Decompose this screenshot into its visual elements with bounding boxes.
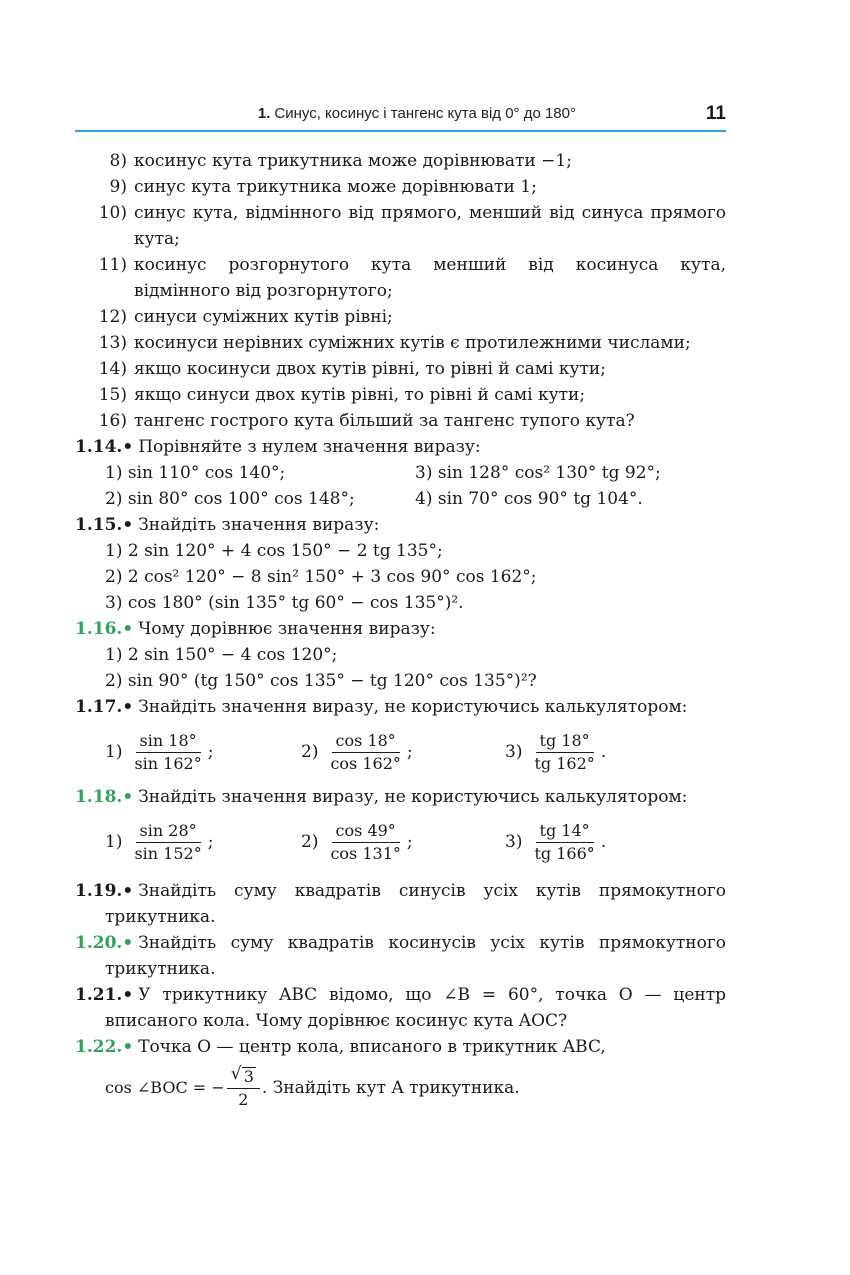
- list-item: 14) якщо косинуси двох кутів рівні, то рівні й самі кути;: [98, 359, 606, 379]
- problem-text: Знайдіть значення виразу:: [138, 515, 380, 535]
- answer-option: 3) cos 180° (sin 135° tg 60° − cos 135°)².: [105, 593, 464, 613]
- cosine-expression: cos ∠BOC = − √ 3 2 . Знайдіть кут A трикутника.: [105, 1063, 520, 1109]
- problem-number: 1.22.•: [75, 1037, 134, 1057]
- answer-option: 1) sin 110° cos 140°;: [105, 463, 286, 483]
- problem-number: 1.17.•: [75, 697, 134, 717]
- page-content: [75, 148, 726, 1116]
- list-item: 12) синуси суміжних кутів рівні;: [98, 307, 393, 327]
- fraction-row: [75, 810, 726, 874]
- problem-text: Знайдіть значення виразу, не користуючись калькулятором:: [138, 787, 688, 807]
- list-item: 16) тангенс гострого кута більший за тангенс тупого кута?: [98, 411, 635, 431]
- list-item: 11) косинус розгорнутого кута менший від косинуса кута, відмінного від розгорнутого;: [98, 255, 726, 301]
- fraction: √ 3 2: [227, 1066, 260, 1111]
- fraction: $\frac{tg 14^\circ}{tg 166^\circ}$: [534, 820, 595, 863]
- fraction: $\frac{\sin 28^\circ}{\sin 152^\circ}$: [134, 820, 202, 863]
- page-number: 11: [705, 103, 726, 124]
- problem-number: 1.20.•: [75, 933, 134, 953]
- list-item: 15) якщо синуси двох кутів рівні, то рівні й самі кути;: [98, 385, 586, 405]
- answer-option: 3) sin 128° cos² 130° tg 92°;: [415, 463, 661, 483]
- fraction-item: 2) $\frac{\cos 18^\circ}{\cos 162^\circ}$ ;: [301, 730, 413, 773]
- problem-text: Чому дорівнює значення виразу:: [138, 619, 436, 639]
- fraction: $\frac{tg 18^\circ}{tg 162^\circ}$: [534, 730, 595, 773]
- problem-text: Точка O — центр кола, вписаного в трикутник ABC,: [138, 1037, 606, 1057]
- fraction-item: 1) $\frac{\sin 28^\circ}{\sin 152^\circ}$ ;: [105, 820, 214, 863]
- fraction: $\frac{\cos 49^\circ}{\cos 131^\circ}$: [330, 820, 401, 863]
- problem-1-16: [75, 616, 726, 694]
- problem-text: Знайдіть суму квадратів синусів усіх кутів прямокутного трикутника.: [105, 881, 726, 927]
- answer-option: 1) 2 sin 120° + 4 cos 150° − 2 tg 135°;: [105, 541, 443, 561]
- problem-1-21: [75, 982, 726, 1034]
- statement-list: [75, 148, 726, 434]
- problem-1-18: [75, 784, 726, 874]
- problem-1-20: [75, 930, 726, 982]
- answer-option: 4) sin 70° cos 90° tg 104°.: [415, 489, 643, 509]
- problem-text: Знайдіть суму квадратів косинусів усіх кутів прямокутного трикутника.: [105, 933, 726, 979]
- fraction-item: 1) $\frac{\sin 18^\circ}{\sin 162^\circ}$ ;: [105, 730, 214, 773]
- problem-number: 1.19.•: [75, 881, 134, 901]
- problem-number: 1.18.•: [75, 787, 134, 807]
- problem-1-22: [75, 1034, 726, 1116]
- answer-option: 2) sin 90° (tg 150° cos 135° − tg 120° cos 135°)²?: [105, 671, 537, 691]
- problem-number: 1.14.•: [75, 437, 134, 457]
- fraction-item: 2) $\frac{\cos 49^\circ}{\cos 131^\circ}$ ;: [301, 820, 413, 863]
- list-item: 13) косинуси нерівних суміжних кутів є протилежними числами;: [98, 333, 691, 353]
- problem-number: 1.16.•: [75, 619, 134, 639]
- answer-option: 2) 2 cos² 120° − 8 sin² 150° + 3 cos 90° cos 162°;: [105, 567, 537, 587]
- chapter-title: 1. Синус, косинус і тангенс кута від 0° до 180°: [257, 105, 576, 122]
- list-item: 10) синус кута, відмінного від прямого, менший від синуса прямого кута;: [98, 203, 726, 249]
- problem-1-15: [75, 512, 726, 616]
- sqrt-symbol: √ 3: [230, 1063, 254, 1086]
- fraction: $\frac{\cos 18^\circ}{\cos 162^\circ}$: [330, 730, 401, 773]
- answer-option: 1) 2 sin 150° − 4 cos 120°;: [105, 645, 338, 665]
- problem-text: У трикутнику ABC відомо, що ∠B = 60°, точка O — центр вписаного кола. Чому дорівнює косинус кута AOC?: [105, 985, 726, 1031]
- problem-1-14: [75, 434, 726, 512]
- problem-1-17: [75, 694, 726, 784]
- running-header: [75, 100, 726, 132]
- list-item: 8) косинус кута трикутника може дорівнювати −1;: [109, 151, 572, 171]
- fraction-item: 3) $\frac{tg 18^\circ}{tg 162^\circ}$ .: [505, 730, 607, 773]
- problem-1-19: [75, 878, 726, 930]
- list-item: 9) синус кута трикутника може дорівнювати 1;: [109, 177, 537, 197]
- problem-text: Знайдіть значення виразу, не користуючись калькулятором:: [138, 697, 688, 717]
- fraction-item: 3) $\frac{tg 14^\circ}{tg 166^\circ}$ .: [505, 820, 607, 863]
- fraction: $\frac{\sin 18^\circ}{\sin 162^\circ}$: [134, 730, 202, 773]
- problem-number: 1.15.•: [75, 515, 134, 535]
- fraction-row: [75, 720, 726, 784]
- answer-option: 2) sin 80° cos 100° cos 148°;: [105, 489, 355, 509]
- problem-text: Порівняйте з нулем значення виразу:: [138, 437, 481, 457]
- problem-number: 1.21.•: [75, 985, 134, 1005]
